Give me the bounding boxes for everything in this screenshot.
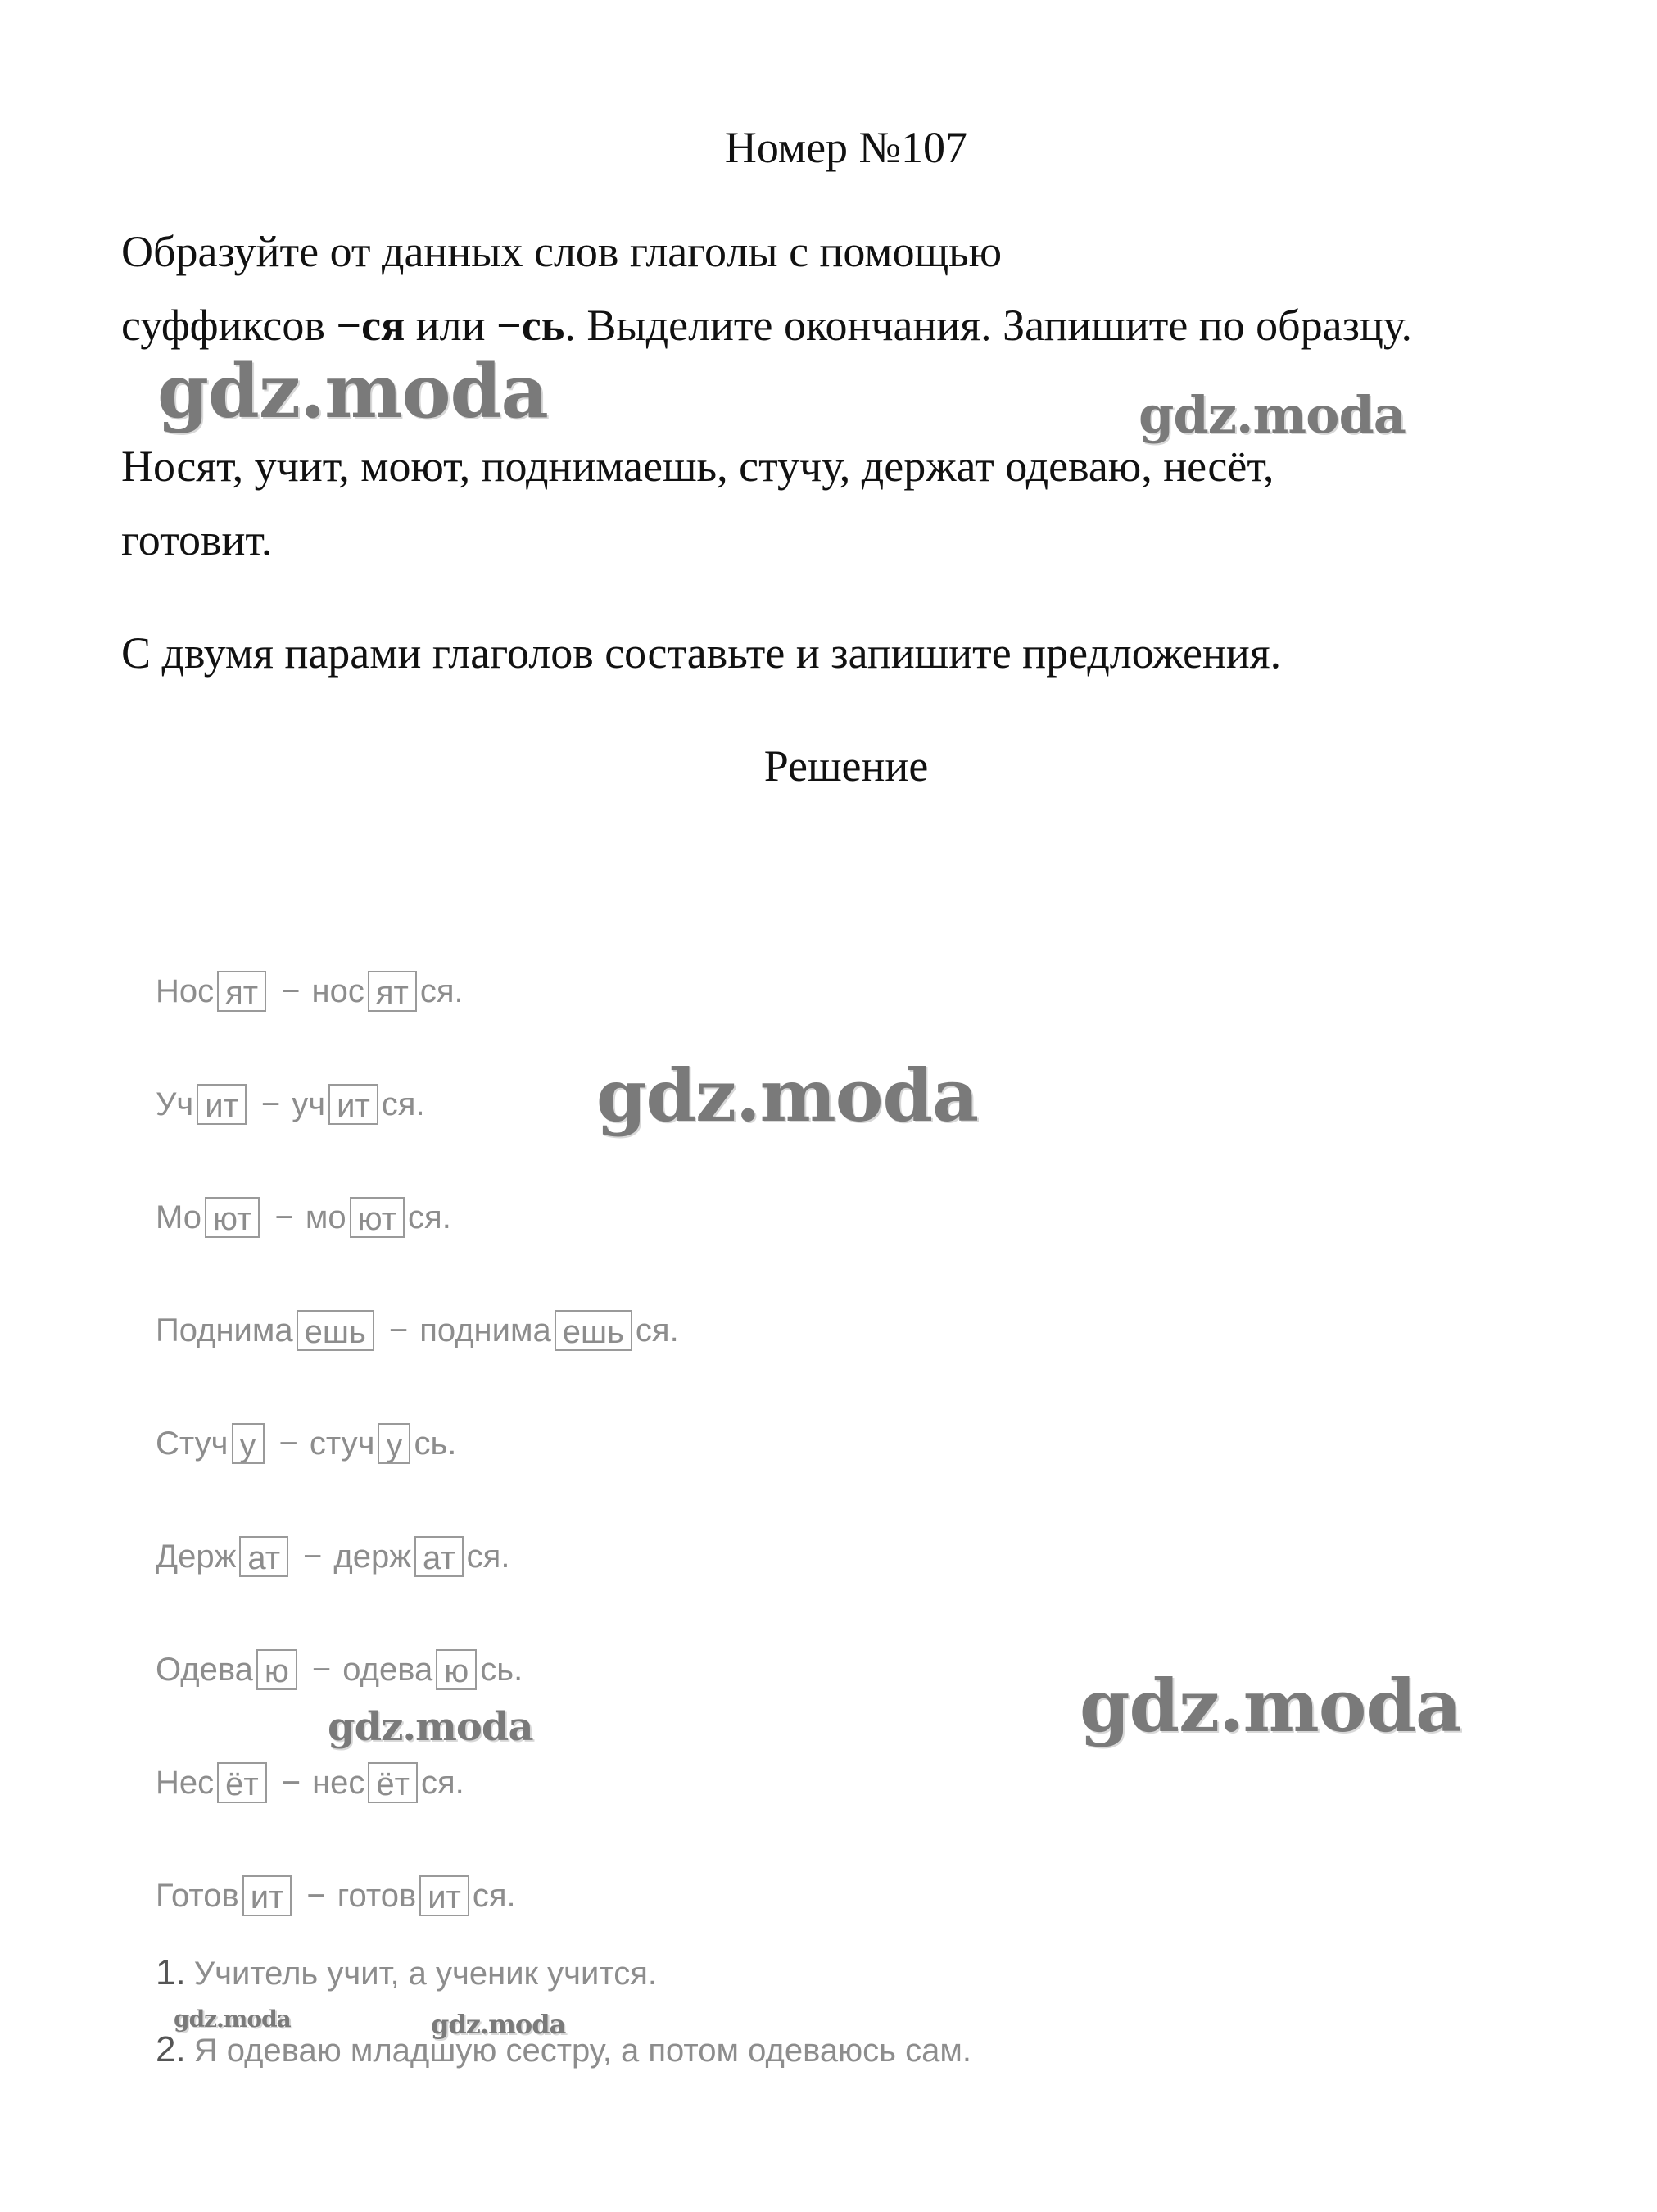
ending-box: ат	[414, 1536, 464, 1577]
sentence-1	[156, 1950, 657, 1997]
ending-box: ешь	[297, 1310, 374, 1351]
solution-row	[156, 1758, 464, 1804]
solution-row	[156, 1871, 516, 1917]
ending-box: ит	[328, 1084, 378, 1125]
watermark: gdz.moda	[431, 2009, 566, 2040]
task-or: или	[405, 301, 497, 350]
reflexive-suffix: ся.	[466, 1539, 510, 1575]
stem: держ	[333, 1539, 411, 1575]
task-prefix: суффиксов	[121, 301, 337, 350]
stem: Держ	[156, 1539, 237, 1575]
stem: Нес	[156, 1765, 215, 1802]
ending-box: у	[378, 1423, 410, 1464]
task-rest: . Выделите окончания. Запишите по образцу.	[564, 301, 1412, 350]
ending-box: ят	[368, 971, 417, 1012]
ending-box: ют	[205, 1197, 260, 1238]
solution-row	[156, 967, 464, 1013]
solution-title: Решение	[763, 741, 929, 791]
task-text-line-1: Образуйте от данных слов глаголы с помощью	[121, 227, 1003, 276]
ending-box: у	[232, 1423, 265, 1464]
page-title: Номер №107	[724, 123, 968, 172]
ending-box: ат	[239, 1536, 288, 1577]
ending-box: ит	[242, 1875, 292, 1916]
watermark: gdz.moda	[1080, 1663, 1462, 1748]
sentence-number: 2.	[156, 2029, 186, 2069]
dash: −	[303, 1539, 323, 1575]
solution-row	[156, 1532, 509, 1578]
sentence-text: Я одеваю младшую сестру, а потом одеваюсь сам.	[193, 2033, 971, 2069]
suffix-sya: −ся	[336, 301, 405, 350]
stem: Нос	[156, 973, 215, 1010]
ending-box: ёт	[368, 1762, 418, 1803]
solution-row	[156, 1419, 456, 1465]
task-sentence-instruction: С двумя парами глаголов составьте и запишите предложения.	[121, 628, 1282, 678]
task-text-line-2	[121, 297, 1612, 354]
sentence-number: 1.	[156, 1952, 186, 1992]
task-words-line-2: готовит.	[121, 515, 273, 564]
ending-box: ешь	[555, 1310, 632, 1351]
ending-box: ю	[256, 1649, 297, 1690]
stem: Стуч	[156, 1426, 229, 1462]
dash: −	[281, 1765, 301, 1802]
reflexive-suffix: сь.	[480, 1652, 523, 1688]
ending-box: ит	[419, 1875, 469, 1916]
stem: нос	[311, 973, 364, 1010]
solution-row	[156, 1306, 679, 1352]
stem: одева	[342, 1652, 433, 1688]
stem: стуч	[309, 1426, 375, 1462]
solution-row	[156, 1080, 425, 1126]
ending-box: ют	[350, 1197, 405, 1238]
suffix-s: −сь	[496, 301, 565, 350]
ending-box: ю	[436, 1649, 477, 1690]
reflexive-suffix: ся.	[419, 973, 464, 1010]
ending-box: ёт	[217, 1762, 267, 1803]
stem: Мо	[156, 1199, 202, 1236]
stem: поднима	[419, 1312, 551, 1349]
reflexive-suffix: ся.	[381, 1086, 425, 1123]
dash: −	[388, 1312, 409, 1349]
dash: −	[311, 1652, 332, 1688]
watermark: gdz.moda	[157, 348, 548, 435]
stem: нес	[312, 1765, 365, 1802]
dash: −	[306, 1878, 326, 1915]
dash: −	[260, 1086, 281, 1123]
reflexive-suffix: сь.	[414, 1426, 457, 1462]
reflexive-suffix: ся.	[408, 1199, 451, 1236]
stem: Поднима	[156, 1312, 293, 1349]
watermark: gdz.moda	[174, 2006, 291, 2033]
stem: Одева	[156, 1652, 253, 1688]
reflexive-suffix: ся.	[635, 1312, 679, 1349]
watermark: gdz.moda	[596, 1053, 979, 1138]
stem: готов	[337, 1878, 417, 1915]
solution-row	[156, 1193, 451, 1239]
sentence-text: Учитель учит, а ученик учится.	[193, 1956, 657, 1992]
stem: Готов	[156, 1878, 239, 1915]
solution-row	[156, 1645, 523, 1691]
dash: −	[281, 973, 301, 1010]
dash: −	[278, 1426, 298, 1462]
reflexive-suffix: ся.	[421, 1765, 464, 1802]
task-words-line-1: Носят, учит, моют, поднимаешь, стучу, держат одеваю, несёт,	[121, 442, 1274, 491]
watermark: gdz.moda	[328, 1704, 533, 1750]
ending-box: ят	[217, 971, 266, 1012]
stem: уч	[292, 1086, 326, 1123]
ending-box: ит	[197, 1084, 247, 1125]
watermark: gdz.moda	[1139, 385, 1406, 445]
reflexive-suffix: ся.	[472, 1878, 516, 1915]
stem: мо	[305, 1199, 346, 1236]
stem: Уч	[156, 1086, 194, 1123]
dash: −	[274, 1199, 294, 1236]
